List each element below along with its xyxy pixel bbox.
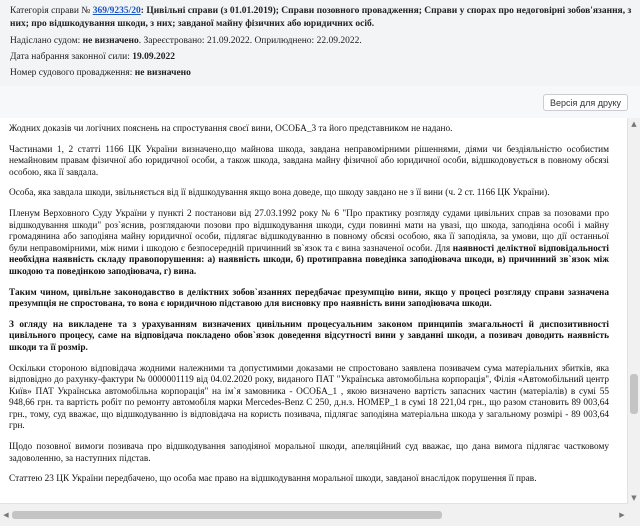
- vertical-scrollbar[interactable]: [627, 118, 640, 504]
- published-value: 22.09.2022: [316, 36, 360, 46]
- scroll-up-arrow-icon[interactable]: ▲: [631, 120, 637, 128]
- scroll-right-arrow-icon[interactable]: ▶: [619, 511, 625, 519]
- paragraph-article-23: Статтею 23 ЦК України передбачено, що особа має право на відшкодування моральної шкоди, завданої внаслідок порушення її прав.: [9, 474, 537, 485]
- scrollbar-corner: [628, 504, 640, 526]
- paragraph-release-from-liability: Особа, яка завдала шкоди, звільняється від її відшкодування якщо вона доведе, що шкоду завдано не з її вини (ч. 2 ст. 1166 ЦК України).: [9, 188, 550, 199]
- paragraph-plenum-resolution: [9, 209, 609, 279]
- dates-end: .: [359, 36, 362, 46]
- effective-date-label: Дата набрання законної сили:: [10, 52, 130, 62]
- registered-value: 21.09.2022: [206, 36, 250, 46]
- document-content: [9, 124, 609, 495]
- published-label: . Оприлюднено:: [249, 36, 315, 46]
- category-label: Категорія справи №: [10, 6, 91, 16]
- category-value-continued: них; про відшкодування шкоди, з них; завданої майну фізичних або юридичних осіб.: [10, 19, 375, 29]
- received-label: Надіслано судом:: [10, 36, 81, 46]
- adversarial-text: З огляду на викладене та з урахуванням визначених цивільним процесуальним законом принципів змагальності й диспозитивності цивільного процесу, саме на відповідача покладено обов`язок доведення відсутності вини у завданні шкоди, а позивач доводить наявність шкоди та її розмір.: [9, 319, 609, 353]
- proceeding-number-value: не визначено: [134, 68, 191, 78]
- document-text-area[interactable]: [0, 118, 628, 504]
- category-value: : Цивільні справи (з 01.01.2019); Справи позовного провадження; Справи у спорах про недоговірні зобов'язання, з: [140, 6, 632, 16]
- vertical-scroll-thumb[interactable]: [630, 374, 638, 414]
- proceeding-number-label: Номер судового провадження:: [10, 68, 133, 78]
- scroll-left-arrow-icon[interactable]: ◀: [3, 511, 9, 519]
- horizontal-scrollbar[interactable]: [0, 503, 628, 526]
- received-value: не визначено: [82, 36, 139, 46]
- meta-proceeding-number-line: [10, 68, 191, 80]
- effective-date-value: 19.09.2022: [132, 52, 175, 62]
- plenum-text-emphasis: наявності деліктної відповідальності необхідна наявність складу правопорушення: а) наявність шкоди, б) протиправна поведінка заподіювача шкоди, в) причинний зв`язок між шкодою та поведінкою заподіювача, г) вина.: [9, 243, 609, 277]
- presumption-text: Таким чином, цивільне законодавство в деліктних зобов`язаннях передбачає презумпцію вини, якщо у процесі розгляду справи зазначена презумпція не спростована, то вона є юридичною підставою для висновку про наявність вини заподіювача шкоди.: [9, 287, 609, 310]
- document-toolbar: [0, 86, 640, 119]
- scroll-down-arrow-icon[interactable]: ▼: [631, 494, 637, 502]
- registered-label: . Зареєстровано:: [138, 36, 205, 46]
- print-version-button[interactable]: Версія для друку: [543, 94, 628, 111]
- paragraph-adversarial-principle: [9, 320, 609, 355]
- paragraph-no-evidence: Жодних доказів чи логічних пояснень на спростування своєї вини, ОСОБА_3 та його представником не надано.: [9, 124, 453, 134]
- paragraph-material-damage: Оскільки стороною відповідача жодними належними та допустимими доказами не спростовано заявлена позивачем сума матеріальних збитків, яка відповідно до рахунку-фактури № 0000001119 від 04.02.2020 року, виданого ПАТ "Українська автомобільна корпорація", Філія «Автомобільний центр Київ» ПАТ Українська автомобільна корпорація" на ім`я замовника - ОСОБА_1 , якою визначено вартість запасних частин (матеріалів) в сумі 55 948,66 грн. та вартість робіт по ремонту автомобіля марки Mercedes-Benz C 250, д.н.з. НОМЕР_1 в сумі 18 221,04 грн., що разом становить 89 003,64 грн., тому, суд вважає, що відшкодуванню із відповідача на користь позивача, підлягає заподіяна матеріальна шкода у загальному розмірі - 89 003,64 грн.: [9, 363, 609, 432]
- meta-dates-line: [10, 36, 362, 48]
- case-metadata-panel: [0, 0, 640, 87]
- case-number-link[interactable]: 369/9235/20: [92, 6, 141, 16]
- meta-effective-date-line: [10, 52, 175, 64]
- meta-category-line: [10, 6, 631, 18]
- paragraph-presumption-of-guilt: [9, 288, 609, 311]
- plenum-text: Пленум Верховного Суду України у пункті 2 постанови від 27.03.1992 року № 6 "Про практику розгляду судами цивільних справ за позовами про відшкодування шкоди" роз`яснив, розглядаючи позови про відшкодування шкоди, суди повинні мати на увазі, що шкода, заподіяна особі і майну громадянина або заподіяна майну юридичної особи, підлягає відшкодуванню в повному обсязі особою, яка її заподіяла, за умови, що дії останньої були неправомірними, між ними і шкодою є безпосередній причинний зв`язок та є вина зазначеної особи. Для: [9, 208, 609, 254]
- paragraph-moral-damage-claim: Щодо позовної вимоги позивача про відшкодування заподіяної моральної шкоди, апеляційний суд вважає, що дана вимога підлягає частковому задоволенню, за наступних підстав.: [9, 442, 609, 464]
- paragraph-article-1166: Частинами 1, 2 статті 1166 ЦК України визначено,що майнова шкода, завдана неправомірними рішеннями, діями чи бездіяльністю особистим немайновим правам фізичної або юридичної особи, а також шкода, завдана майну фізичної або юридичної особи, відшкодовується в повному обсязі особою, яка її завдала.: [9, 144, 609, 178]
- meta-category-continuation: [10, 19, 374, 31]
- horizontal-scroll-thumb[interactable]: [12, 511, 442, 519]
